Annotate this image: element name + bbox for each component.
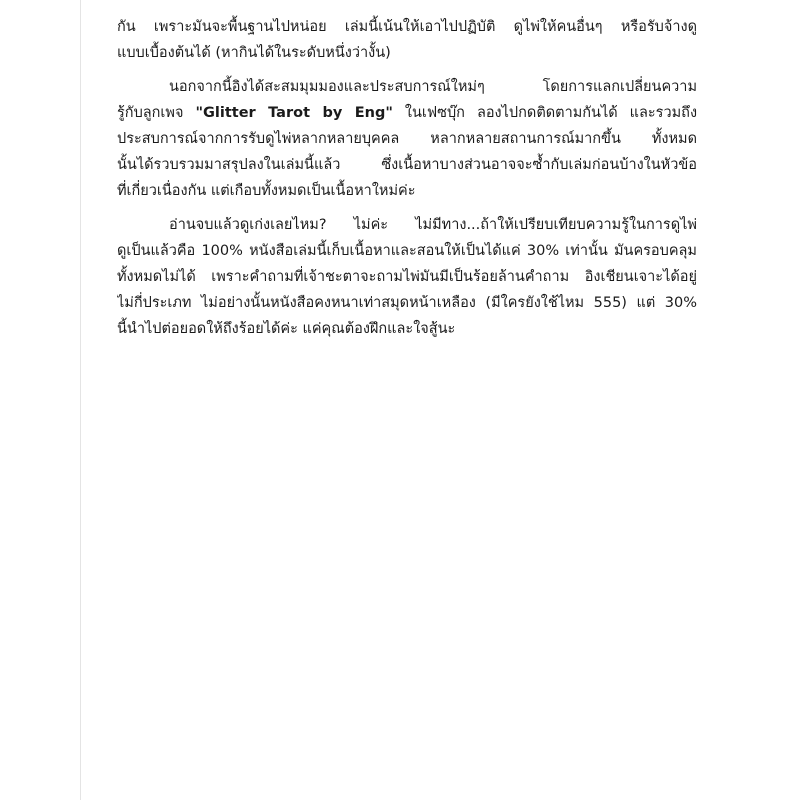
paragraph-line: นอกจากนี้อิงได้สะสมมุมมองและประสบการณ์ใหม่ๆ โดยการแลกเปลี่ยนความ (169, 79, 697, 95)
body-text (117, 14, 697, 342)
paragraph-line (117, 100, 697, 126)
paragraph-1 (117, 14, 697, 66)
paragraph-line: แบบเบื้องต้นได้ (หากินได้ในระดับหนึ่งว่างั้น) (117, 45, 391, 61)
paragraph-line: ดูเป็นแล้วคือ 100% หนังสือเล่มนี้เก็บเนื้อหาและสอนให้เป็นได้แค่ 30% เท่านั้น มันครอบคลุม (117, 243, 697, 259)
line-segment: รู้กับลูกเพจ (117, 105, 184, 121)
paragraph-line: อ่านจบแล้วดูเก่งเลยไหม? ไม่ค่ะ ไม่มีทาง...ถ้าให้เปรียบเทียบความรู้ในการดูไพ่ (169, 217, 697, 233)
page-margin-rule (80, 0, 81, 800)
page-name-highlight: "Glitter Tarot by Eng" (195, 105, 393, 121)
paragraph-line: ที่เกี่ยวเนื่องกัน แต่เกือบทั้งหมดเป็นเนื้อหาใหม่ค่ะ (117, 183, 416, 199)
paragraph-line: ประสบการณ์จากการรับดูไพ่หลากหลายบุคคล หลากหลายสถานการณ์มากขึ้น ทั้งหมด (117, 131, 697, 147)
paragraph-line: ทั้งหมดไม่ได้ เพราะคำถามที่เจ้าชะตาจะถามไพ่มันมีเป็นร้อยล้านคำถาม อิงเชียนเจาะได้อยู่ (117, 269, 697, 285)
paragraph-line: นี้นำไปต่อยอดให้ถึงร้อยได้ค่ะ แค่คุณต้องฝึกและใจสู้นะ (117, 321, 456, 337)
paragraph-line: นั้นได้รวบรวมมาสรุปลงในเล่มนี้แล้ว ซึ่งเนื้อหาบางส่วนอาจจะซ้ำกับเล่มก่อนบ้างในหัวข้อ (117, 157, 697, 173)
paragraph-2 (117, 74, 697, 204)
paragraph-line: กัน เพราะมันจะพื้นฐานไปหน่อย เล่มนี้เน้นให้เอาไปปฏิบัติ ดูไพ่ให้คนอื่นๆ หรือรับจ้างดู (117, 19, 697, 35)
paragraph-3 (117, 212, 697, 342)
paragraph-line: ไม่กี่ประเภท ไม่อย่างนั้นหนังสือคงหนาเท่าสมุดหน้าเหลือง (มีใครยังใช้ไหม 555) แต่ 30% (117, 295, 697, 311)
line-segment: ในเฟซบุ๊ก ลองไปกดติดตามกันได้ และรวมถึง (404, 105, 697, 121)
